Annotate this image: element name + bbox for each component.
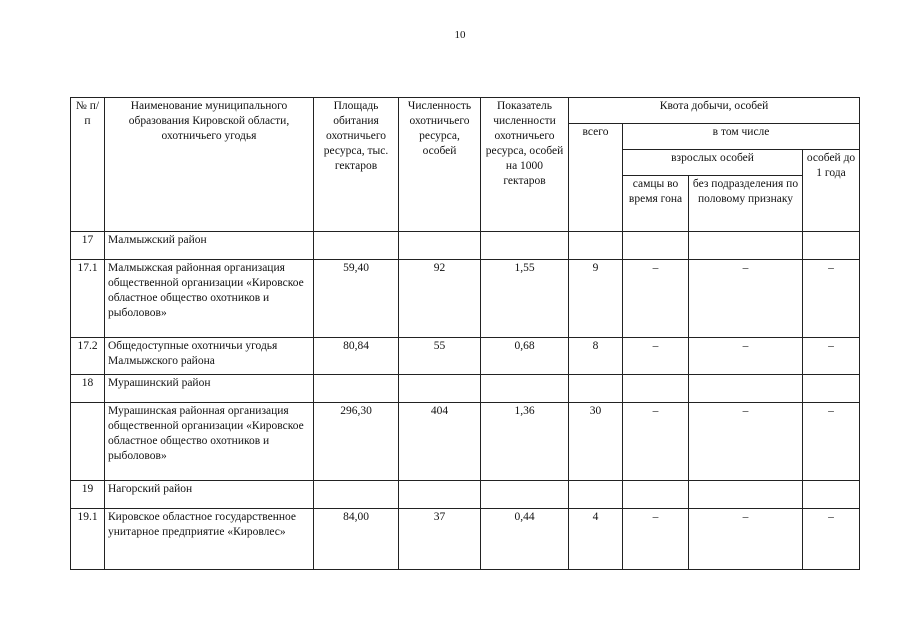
header-males-rut: самцы во время гона (623, 176, 689, 232)
header-juveniles: особей до 1 года (803, 150, 860, 232)
row-no-sex-division: – (689, 403, 803, 481)
row-count (399, 481, 481, 509)
district-row (71, 375, 860, 403)
header-num: № п/п (71, 98, 105, 232)
header-adults: взрослых особей (623, 150, 803, 176)
table-row (71, 509, 860, 570)
row-count (399, 375, 481, 403)
row-density: 1,36 (481, 403, 569, 481)
table-row (71, 338, 860, 375)
row-males-rut: – (623, 509, 689, 570)
header-name: Наименование муниципального образования Кировской области, охотничьего угодья (105, 98, 314, 232)
row-no-sex-division (689, 232, 803, 260)
header-no-sex-division: без подразделения по половому признаку (689, 176, 803, 232)
table-body (71, 232, 860, 570)
row-no-sex-division (689, 481, 803, 509)
row-area: 59,40 (314, 260, 399, 338)
row-count: 37 (399, 509, 481, 570)
row-area (314, 481, 399, 509)
header-total: всего (569, 124, 623, 232)
row-quota-total (569, 481, 623, 509)
header-including: в том числе (623, 124, 860, 150)
row-name: Малмыжский район (105, 232, 314, 260)
row-area: 80,84 (314, 338, 399, 375)
row-density (481, 232, 569, 260)
quota-table (70, 97, 860, 570)
row-males-rut (623, 481, 689, 509)
row-no-sex-division: – (689, 338, 803, 375)
row-juveniles (803, 232, 860, 260)
header-count: Численность охотничьего ресурса, особей (399, 98, 481, 232)
row-quota-total: 9 (569, 260, 623, 338)
row-name: Нагорский район (105, 481, 314, 509)
row-area (314, 375, 399, 403)
row-num: 17.1 (71, 260, 105, 338)
row-count: 55 (399, 338, 481, 375)
row-name: Малмыжская районная организация общественной организации «Кировское областное общество охотников и рыболовов» (105, 260, 314, 338)
header-quota: Квота добычи, особей (569, 98, 860, 124)
table-header (71, 98, 860, 232)
row-juveniles: – (803, 338, 860, 375)
row-no-sex-division: – (689, 260, 803, 338)
row-males-rut: – (623, 260, 689, 338)
row-density: 0,44 (481, 509, 569, 570)
row-name: Мурашинская районная организация общественной организации «Кировское областное общество охотников и рыболовов» (105, 403, 314, 481)
row-quota-total: 8 (569, 338, 623, 375)
row-quota-total: 30 (569, 403, 623, 481)
table-row (71, 403, 860, 481)
row-name: Кировское областное государственное унитарное предприятие «Кировлес» (105, 509, 314, 570)
row-juveniles: – (803, 260, 860, 338)
row-no-sex-division: – (689, 509, 803, 570)
row-males-rut (623, 232, 689, 260)
row-count (399, 232, 481, 260)
row-juveniles (803, 481, 860, 509)
row-num: 17 (71, 232, 105, 260)
row-num: 17.2 (71, 338, 105, 375)
row-num: 18 (71, 375, 105, 403)
row-juveniles (803, 375, 860, 403)
row-num (71, 403, 105, 481)
row-area: 84,00 (314, 509, 399, 570)
row-males-rut: – (623, 338, 689, 375)
row-males-rut (623, 375, 689, 403)
row-name: Мурашинский район (105, 375, 314, 403)
row-quota-total (569, 232, 623, 260)
row-quota-total: 4 (569, 509, 623, 570)
row-juveniles: – (803, 403, 860, 481)
row-density (481, 481, 569, 509)
row-count: 404 (399, 403, 481, 481)
page-number: 10 (454, 29, 466, 41)
header-area: Площадь обитания охотничьего ресурса, тыс. гектаров (314, 98, 399, 232)
row-density: 1,55 (481, 260, 569, 338)
row-density (481, 375, 569, 403)
row-count: 92 (399, 260, 481, 338)
row-males-rut: – (623, 403, 689, 481)
row-name: Общедоступные охотничьи угодья Малмыжского района (105, 338, 314, 375)
district-row (71, 232, 860, 260)
row-area (314, 232, 399, 260)
table-row (71, 260, 860, 338)
row-num: 19 (71, 481, 105, 509)
row-density: 0,68 (481, 338, 569, 375)
row-quota-total (569, 375, 623, 403)
row-juveniles: – (803, 509, 860, 570)
row-area: 296,30 (314, 403, 399, 481)
district-row (71, 481, 860, 509)
row-no-sex-division (689, 375, 803, 403)
row-num: 19.1 (71, 509, 105, 570)
header-density: Показатель численности охотничьего ресурса, особей на 1000 гектаров (481, 98, 569, 232)
